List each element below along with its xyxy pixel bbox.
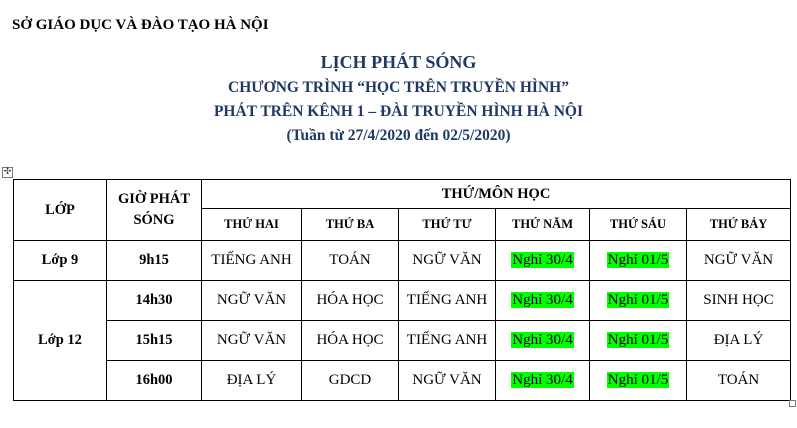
header-day: THỨ BA	[302, 209, 399, 241]
subject-cell: NGỮ VĂN	[399, 361, 496, 401]
header-day: THỨ TƯ	[399, 209, 496, 241]
program-subtitle: CHƯƠNG TRÌNH “HỌC TRÊN TRUYỀN HÌNH”	[228, 79, 569, 96]
subject-cell: NGỮ VĂN	[202, 281, 302, 321]
table-row	[14, 281, 791, 321]
subject-cell: TIẾNG ANH	[399, 321, 496, 361]
holiday-highlight: Nghỉ 30/4	[512, 252, 573, 268]
table-row	[14, 241, 791, 281]
subject-cell: TIẾNG ANH	[399, 281, 496, 321]
subject-cell: TOÁN	[687, 361, 791, 401]
class-cell: Lớp 12	[14, 281, 107, 401]
subject-cell: TIẾNG ANH	[202, 241, 302, 281]
holiday-highlight: Nghỉ 30/4	[512, 292, 573, 308]
holiday-highlight: Nghỉ 01/5	[607, 372, 669, 388]
time-cell: 14h30	[107, 281, 202, 321]
header-class: LỚP	[14, 180, 107, 241]
table-move-handle-icon[interactable]: ✣	[3, 167, 12, 177]
broadcast-schedule-table	[13, 179, 791, 401]
table-resize-handle[interactable]	[789, 400, 796, 407]
subject-cell: TOÁN	[302, 241, 399, 281]
time-cell: 9h15	[107, 241, 202, 281]
table-row	[14, 321, 791, 361]
subject-cell: HÓA HỌC	[302, 281, 399, 321]
subject-cell: SINH HỌC	[687, 281, 791, 321]
class-cell: Lớp 9	[14, 241, 107, 281]
week-range: (Tuần từ 27/4/2020 đến 02/5/2020)	[286, 127, 511, 144]
subject-cell: HÓA HỌC	[302, 321, 399, 361]
header-day: THỨ BẢY	[687, 209, 791, 241]
channel-subtitle: PHÁT TRÊN KÊNH 1 – ĐÀI TRUYỀN HÌNH HÀ NỘI	[213, 103, 584, 120]
organization-name: SỞ GIÁO DỤC VÀ ĐÀO TẠO HÀ NỘI	[12, 17, 269, 33]
subject-cell: ĐỊA LÝ	[687, 321, 791, 361]
header-day: THỨ HAI	[202, 209, 302, 241]
header-day: THỨ SÁU	[590, 209, 687, 241]
header-day-subject: THỨ/MÔN HỌC	[202, 180, 791, 209]
holiday-highlight: Nghỉ 30/4	[512, 332, 573, 348]
time-cell: 15h15	[107, 321, 202, 361]
subject-cell: NGỮ VĂN	[399, 241, 496, 281]
subject-cell: NGỮ VĂN	[202, 321, 302, 361]
holiday-highlight: Nghỉ 01/5	[607, 332, 669, 348]
subject-cell: NGỮ VĂN	[687, 241, 791, 281]
holiday-highlight: Nghỉ 01/5	[607, 292, 669, 308]
header-broadcast-time: GIỜ PHÁT SÓNG	[107, 180, 202, 241]
holiday-highlight: Nghỉ 30/4	[512, 372, 573, 388]
table-row	[14, 361, 791, 401]
holiday-highlight: Nghỉ 01/5	[607, 252, 669, 268]
time-cell: 16h00	[107, 361, 202, 401]
page-title: LỊCH PHÁT SÓNG	[320, 52, 477, 72]
subject-cell: ĐỊA LÝ	[202, 361, 302, 401]
header-day: THỨ NĂM	[496, 209, 590, 241]
subject-cell: GDCD	[302, 361, 399, 401]
